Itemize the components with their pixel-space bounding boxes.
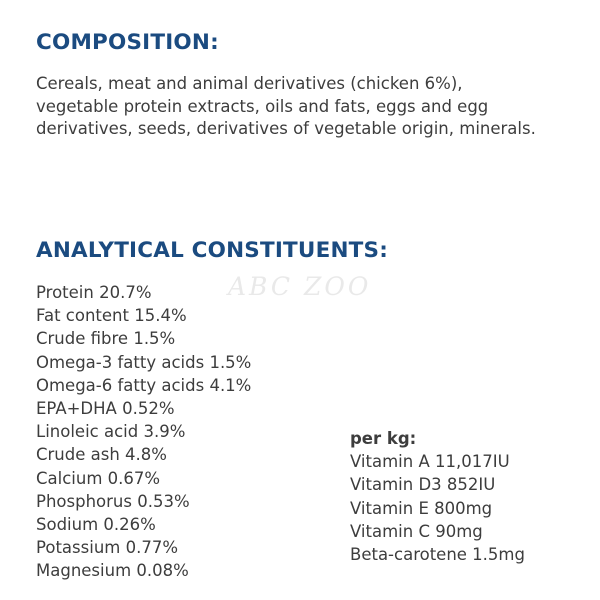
- composition-section: [36, 30, 566, 141]
- list-item: Crude ash 4.8%: [36, 445, 167, 465]
- watermark-text: ABC ZOO: [228, 272, 372, 301]
- analytical-constituents-section: [36, 238, 576, 581]
- list-item: Omega-6 fatty acids 4.1%: [36, 375, 252, 395]
- nutrient-columns: [36, 281, 576, 581]
- composition-heading: COMPOSITION:: [36, 30, 219, 55]
- list-item: Omega-3 fatty acids 1.5%: [36, 352, 252, 372]
- per-kg-label: per kg:: [350, 429, 417, 448]
- list-item: Vitamin A 11,017IU: [350, 452, 510, 472]
- analytical-constituents-heading: ANALYTICAL CONSTITUENTS:: [36, 238, 389, 263]
- list-item: Potassium 0.77%: [36, 538, 179, 558]
- list-item: Vitamin E 800mg: [350, 498, 493, 518]
- list-item: Protein 20.7%: [36, 283, 152, 302]
- nutrient-column-right: [350, 427, 590, 566]
- composition-text: Cereals, meat and animal derivatives (chicken 6%), vegetable protein extracts, oils and fats, eggs and egg derivatives, seeds, derivatives of vegetable origin, minerals.: [36, 74, 536, 138]
- list-item: Linoleic acid 3.9%: [36, 422, 186, 442]
- nutrient-column-left: [36, 281, 336, 583]
- list-item: Beta-carotene 1.5mg: [350, 545, 525, 565]
- list-item: Phosphorus 0.53%: [36, 491, 190, 511]
- list-item: Calcium 0.67%: [36, 468, 161, 488]
- list-item: Vitamin D3 852IU: [350, 475, 496, 495]
- list-item: EPA+DHA 0.52%: [36, 399, 175, 419]
- list-item: Fat content 15.4%: [36, 306, 187, 326]
- list-item: Sodium 0.26%: [36, 515, 156, 535]
- list-item: Magnesium 0.08%: [36, 561, 189, 581]
- list-item: Crude fibre 1.5%: [36, 329, 176, 349]
- list-item: Vitamin C 90mg: [350, 521, 483, 541]
